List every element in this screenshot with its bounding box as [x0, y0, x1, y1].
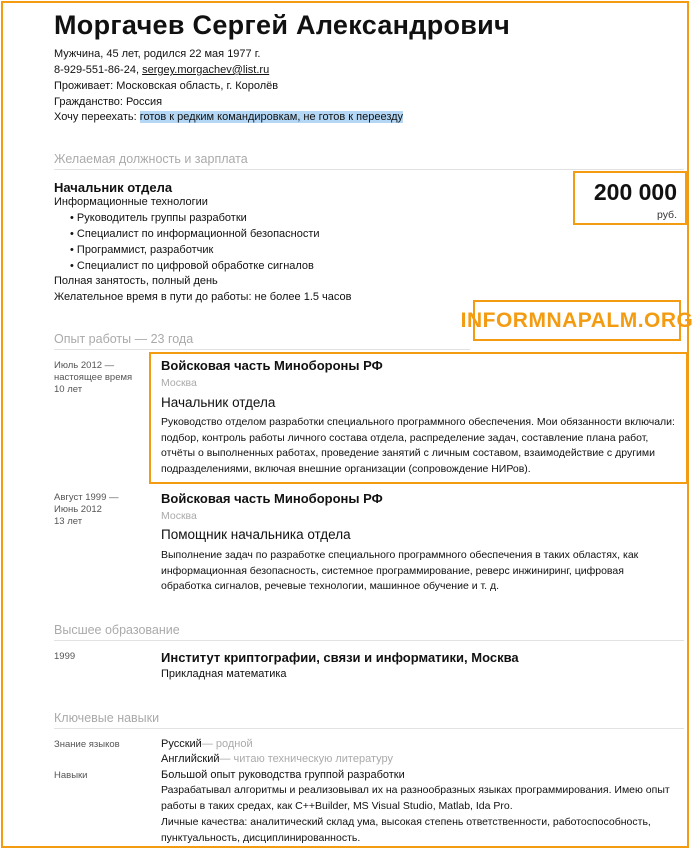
desired-field: Информационные технологии [54, 196, 208, 208]
basic-info: Мужчина, 45 лет, родился 22 мая 1977 г. [54, 48, 261, 60]
specialization-item: • Программист, разработчик [70, 244, 214, 256]
section-title-skills: Ключевые навыки [54, 711, 160, 725]
citizenship: Гражданство: Россия [54, 96, 163, 108]
job-period: Август 1999 — Июнь 2012 13 лет [54, 492, 119, 527]
skill-line: Разрабатывал алгоритмы и реализовывал их на разнообразных языках программирования. Имею опыт работы в таких средах, как C++Builder, MS Visual Studio, Matlab, Ida Pro. [161, 784, 670, 812]
education-institution: Институт криптографии, связи и информатики, Москва [161, 650, 519, 665]
specialization-item: • Специалист по информационной безопасности [70, 228, 320, 240]
contacts [54, 63, 269, 77]
candidate-name: Моргачев Сергей Александрович [54, 10, 511, 40]
education-specialty: Прикладная математика [161, 668, 287, 680]
job-description: Руководство отделом разработки специального программного обеспечения. Мои обязанности включали: подбор, контроль работы личного состава отдела, распределение задач, составление плана работ, отчёты о выполненных работах, проведение занятий с личным составом, взаимодействие с другими подразделениями, включая внешние организации (сопровождение НИРов). [161, 416, 675, 475]
salary-amount: 200 000 [593, 179, 677, 205]
watermark-text: INFORMNAPALM.ORG [460, 308, 694, 332]
skill-line: Большой опыт руководства группой разработки [161, 769, 405, 781]
watermark-box [460, 300, 694, 341]
desired-position: Начальник отдела [54, 180, 173, 195]
email-link[interactable]: sergey.morgachev@list.ru [142, 64, 270, 76]
divider [54, 349, 470, 350]
job-role: Начальник отдела [161, 395, 276, 410]
job-company: Войсковая часть Минобороны РФ [161, 358, 383, 373]
skills-label: Навыки [54, 770, 88, 781]
job-period: Июль 2012 — настоящее время 10 лет [54, 360, 133, 395]
relocation-label: Хочу переехать: [54, 111, 137, 123]
divider [54, 640, 684, 641]
relocation [54, 110, 403, 124]
salary-currency: руб. [656, 209, 677, 221]
job-company: Войсковая часть Минобороны РФ [161, 491, 383, 506]
divider [54, 169, 684, 170]
section-title-experience: Опыт работы — 23 года [54, 332, 194, 346]
phone: 8-929-551-86-24, [54, 64, 140, 76]
job-description: Выполнение задач по разработке специального программного обеспечения в таких областях, как информационная безопасность, системное программирование, реверс инжиниринг, цифровая обработка сигналов, речевые технологии, машинное обучение и т. д. [161, 549, 639, 592]
divider [54, 728, 684, 729]
language-item: Английский— читаю техническую литературу [161, 753, 393, 765]
languages-label: Знание языков [54, 739, 120, 750]
specialization-item: • Руководитель группы разработки [70, 212, 247, 224]
salary-highlight-box [573, 171, 687, 225]
language-item: Русский— родной [161, 738, 253, 750]
employment-type: Полная занятость, полный день [54, 275, 218, 287]
education-year: 1999 [54, 651, 76, 662]
section-title-education: Высшее образование [54, 623, 180, 637]
section-title-desired: Желаемая должность и зарплата [54, 152, 248, 166]
specialization-item: • Специалист по цифровой обработке сигналов [70, 260, 314, 272]
relocation-value: готов к редким командировкам, не готов к переезду [139, 111, 404, 123]
residence: Проживает: Московская область, г. Королёв [54, 80, 279, 92]
job-role: Помощник начальника отдела [161, 527, 351, 542]
commute-time: Желательное время в пути до работы: не более 1.5 часов [54, 291, 352, 303]
skill-line: Личные качества: аналитический склад ума, высокая степень ответственности, работоспособность, пунктуальность, дисциплинированность. [161, 816, 651, 844]
job-city: Москва [161, 510, 197, 522]
job-city: Москва [161, 377, 197, 389]
